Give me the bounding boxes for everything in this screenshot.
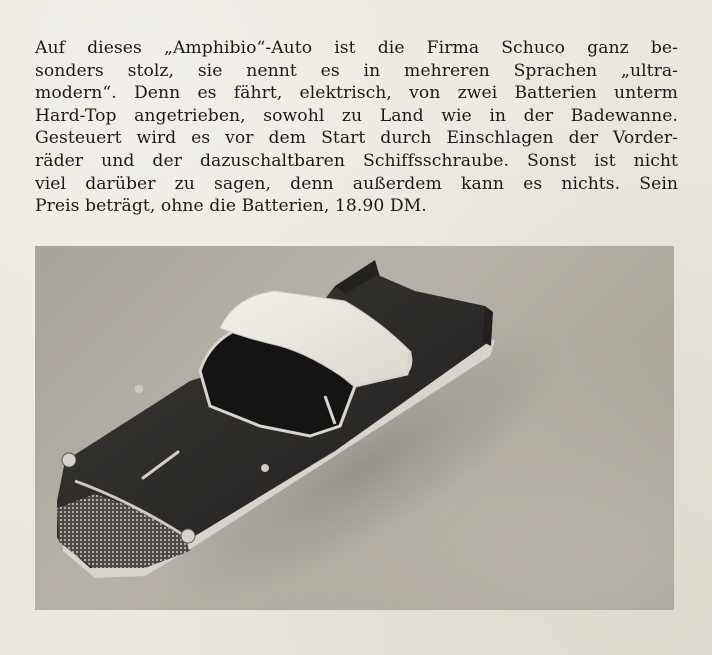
mirror-right [261,464,269,472]
text-line: modern“. Denn es fährt, elektrisch, von zwei Batterien unterm [35,83,678,104]
mirror-left [135,385,143,393]
text-line: Hard-Top angetrieben, sowohl zu Land wie in der Badewanne. [35,105,678,126]
toy-car-photo [35,246,674,610]
article-paragraph [35,37,678,218]
headlight-right [181,529,195,543]
text-line: Gesteuert wird es vor dem Start durch Einschlagen der Vorder- [35,128,678,149]
headlight-left [62,453,76,467]
text-line: viel darüber zu sagen, denn außerdem kann es nichts. Sein [35,173,678,194]
text-line: räder und der dazuschaltbaren Schiffsschraube. Sonst ist nicht [35,150,678,171]
text-line: Preis beträgt, ohne die Batterien, 18.90 DM. [35,196,427,217]
text-line: sonders stolz, sie nennt es in mehreren Sprachen „ultra- [35,60,678,81]
text-line: Auf dieses „Amphibio“-Auto ist die Firma Schuco ganz be- [35,38,678,58]
car-illustration [35,246,674,610]
